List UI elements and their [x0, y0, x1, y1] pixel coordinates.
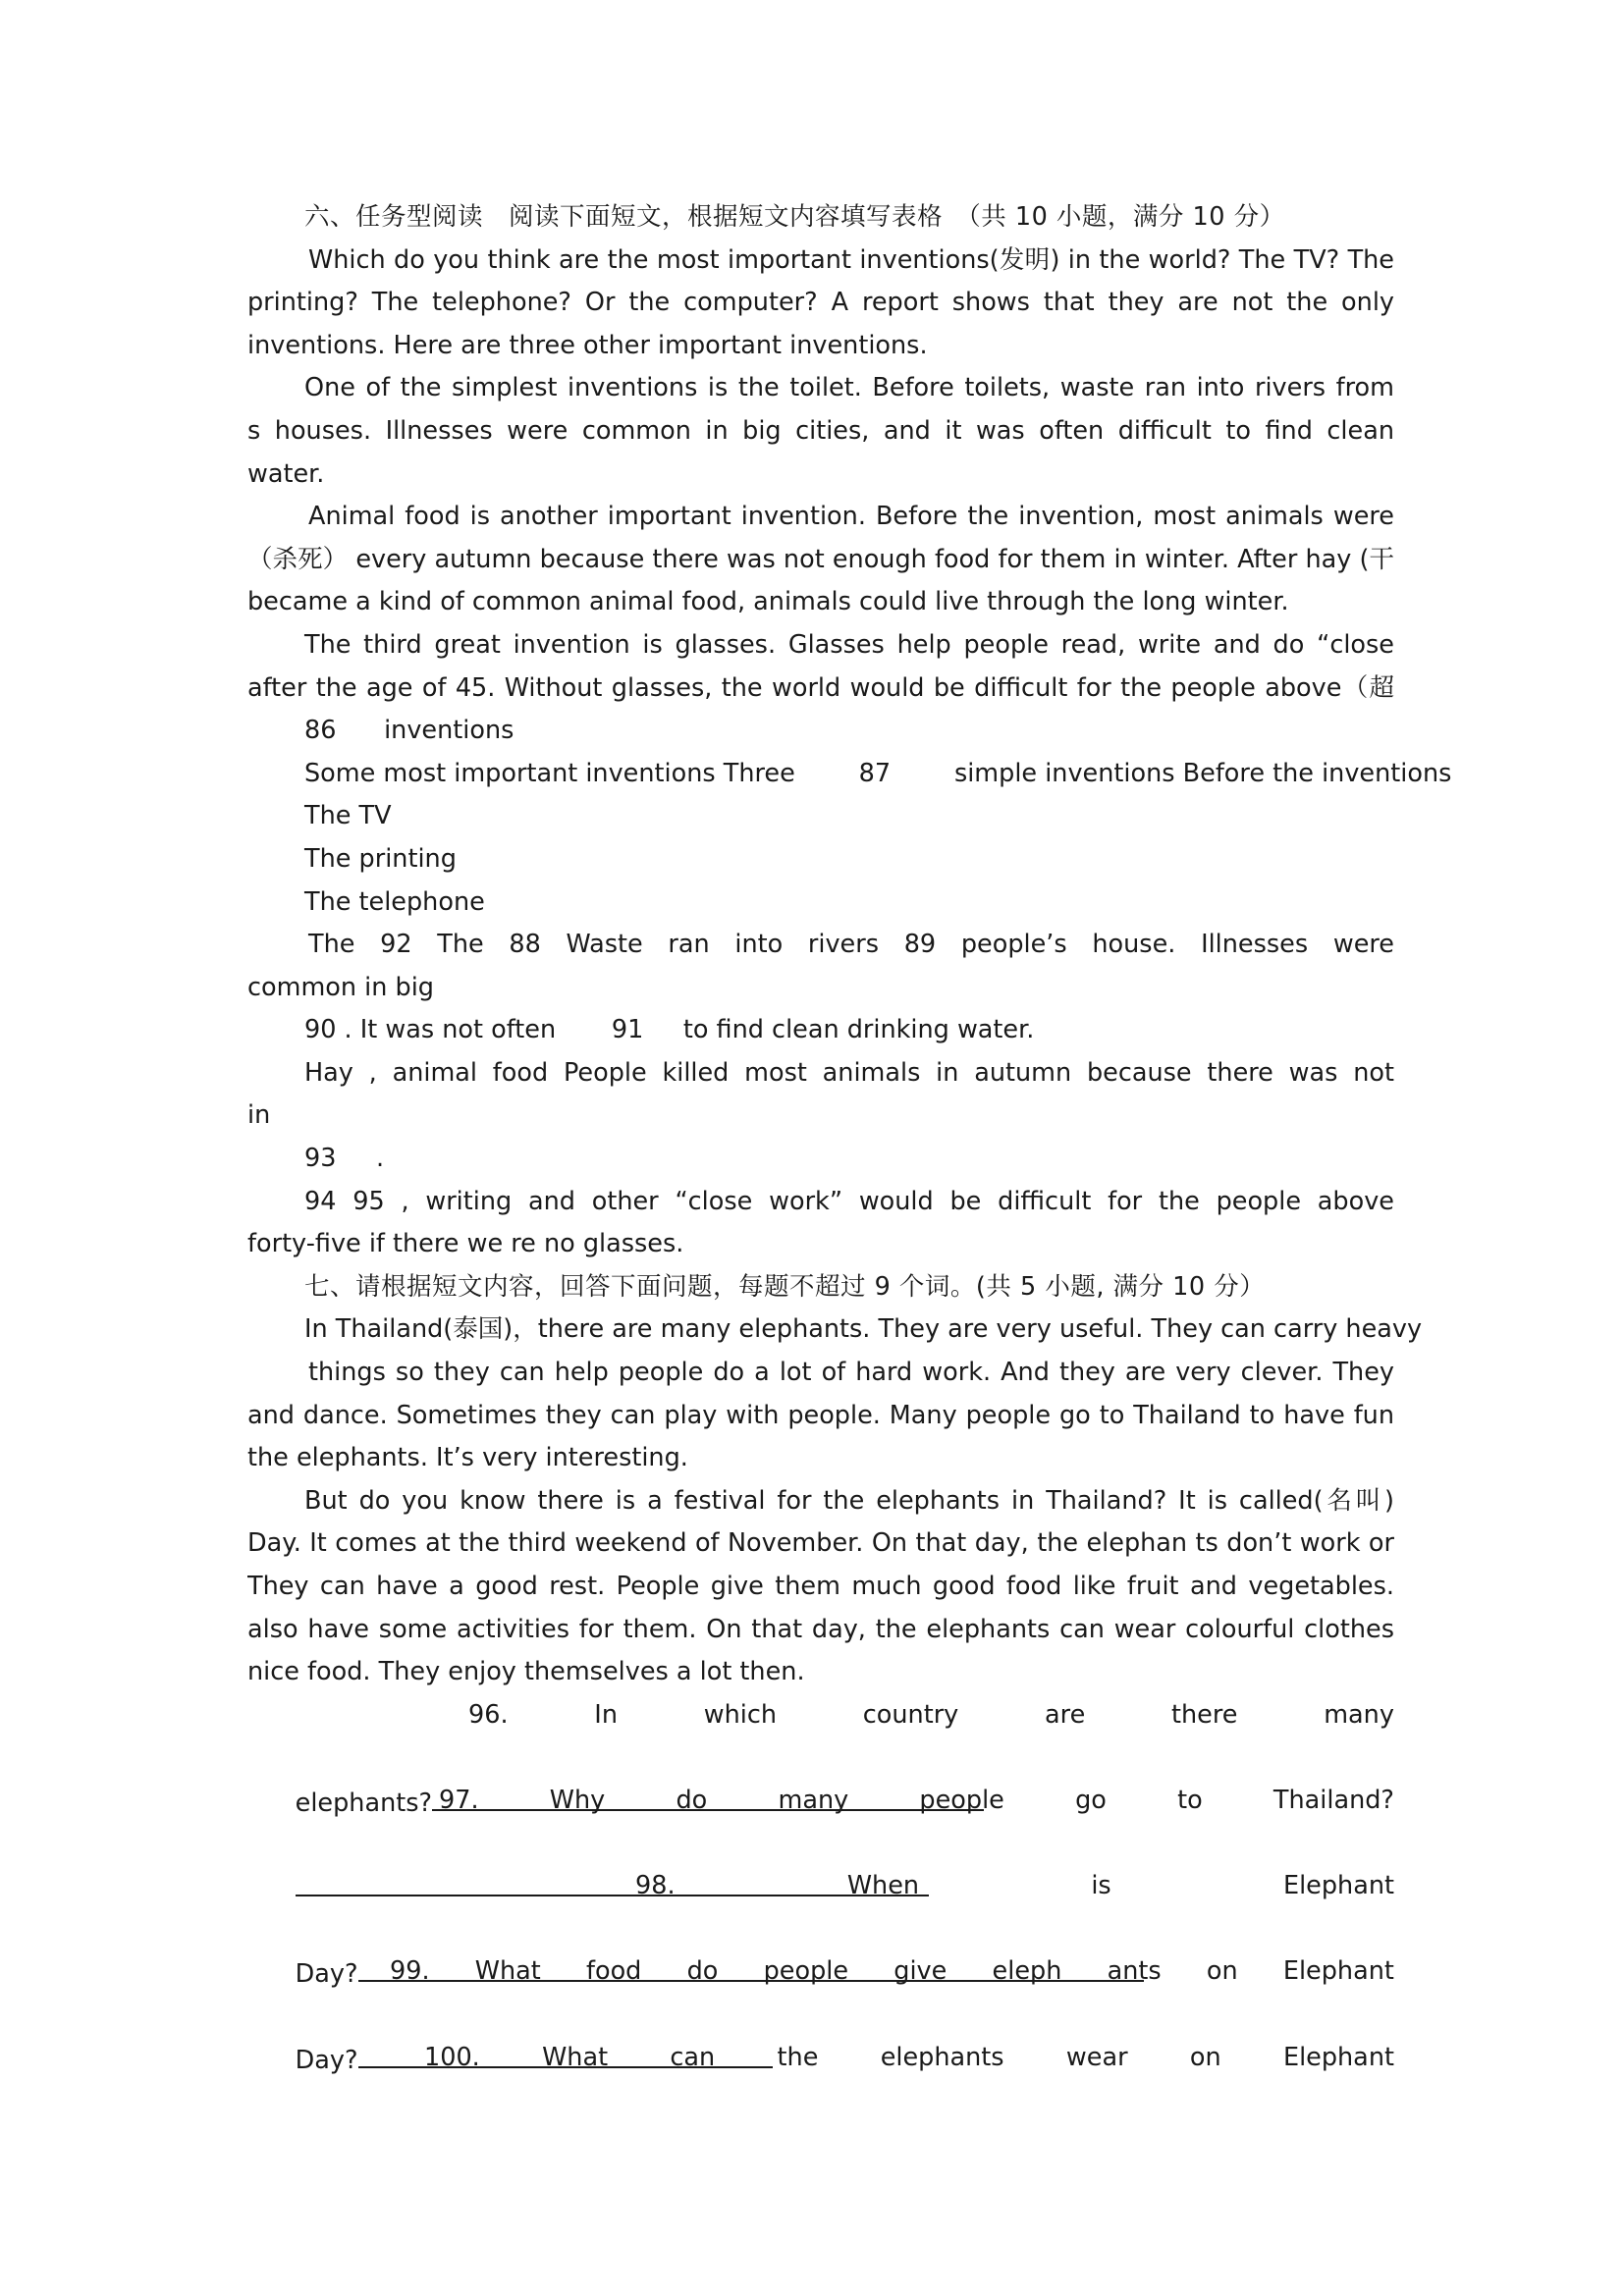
table-row-hay: Hay , animal food People killed most animals in autumn because there was not — [304, 1057, 1394, 1088]
table-row-90: 90 . It was not often 91 to find clean drinking water. — [304, 1015, 1035, 1045]
table-row-86: 86 inventions — [304, 716, 514, 746]
q98-word: is — [1091, 1871, 1111, 1901]
q96-tail: elephants? — [295, 1788, 433, 1818]
s6-para1-line1: Which do you think are the most important inventions(发明) in the world? The TV? The — [308, 244, 1394, 275]
question-99 — [247, 1950, 1394, 1994]
q96-word: there — [1171, 1699, 1238, 1730]
q100-word: the — [777, 2042, 819, 2072]
q97-answer-blank[interactable] — [296, 1865, 929, 1896]
q100-word: 100. — [424, 2042, 480, 2072]
s7-para2-line1: But do you know there is a festival for the elephants in Thailand? It is called(名叫) — [304, 1485, 1394, 1516]
q99-word: give — [893, 1956, 947, 1987]
q100-word: on — [1189, 2042, 1221, 2072]
q99-word: Elephant — [1282, 1956, 1394, 1987]
s6-para4-line1: The third great invention is glasses. Glasses help people read, write and do “close — [304, 629, 1394, 660]
q99-word: on — [1206, 1956, 1238, 1987]
q97-answer-line — [247, 1823, 1394, 1866]
s7-para1-line1: In Thailand(泰国)，there are many elephants. They are very useful. They can carry heavy — [304, 1314, 1423, 1345]
s7-para2-line4: also have some activities for them. On that day, the elephants can wear colourful clothes — [247, 1614, 1394, 1644]
q96-answer-blank[interactable] — [432, 1780, 984, 1811]
table-row-94: 94 95 , writing and other “close work” would be difficult for the people above — [304, 1186, 1394, 1216]
table-row-92-cont: common in big — [247, 972, 434, 1002]
s6-para1-line2: printing? The telephone? Or the computer? A report shows that they are not the only — [247, 288, 1394, 318]
s7-para1-line2: things so they can help people do a lot of hard work. And they are very clever. They — [308, 1358, 1394, 1388]
q96-word: In — [594, 1699, 618, 1730]
q97-word: many — [778, 1785, 849, 1815]
s6-para2-line2: s houses. Illnesses were common in big cities, and it was often difficult to find clean — [247, 415, 1394, 446]
q96-word: country — [862, 1699, 959, 1730]
s7-para2-line2: Day. It comes at the third weekend of November. On that day, the elephan ts don’t work or — [247, 1528, 1394, 1559]
table-row-94-cont: forty-five if there we re no glasses. — [247, 1229, 684, 1259]
q99-word: eleph — [992, 1956, 1062, 1987]
q99-word: ants — [1107, 1956, 1162, 1987]
q96-word: 96. — [468, 1699, 509, 1730]
table-row-hay-cont: in — [247, 1100, 271, 1131]
s6-para3-line2: （杀死） every autumn because there was not enough food for them in winter. After hay (干 — [247, 544, 1394, 574]
q96-word: are — [1045, 1699, 1086, 1730]
q98-word: 98. — [635, 1871, 676, 1901]
question-96 — [247, 1694, 1394, 1737]
q97-word: people — [919, 1785, 1004, 1815]
s6-para4-line2: after the age of 45. Without glasses, the world would be difficult for the people above（超 — [247, 672, 1394, 703]
table-row-telephone: The telephone — [304, 886, 485, 917]
q96-word: which — [703, 1699, 778, 1730]
table-row-tv: The TV — [304, 801, 392, 831]
s7-para2-line5: nice food. They enjoy themselves a lot then. — [247, 1657, 805, 1687]
q96-word: many — [1324, 1699, 1394, 1730]
s6-para2-line3: water. — [247, 458, 325, 489]
q97-word: Thailand? — [1272, 1785, 1394, 1815]
table-row-92: The 92 The 88 Waste ran into rivers 89 people’s house. Illnesses were — [308, 930, 1394, 960]
s6-para2-line1: One of the simplest inventions is the toilet. Before toilets, waste ran into rivers from — [304, 373, 1394, 403]
q100-word: wear — [1065, 2042, 1128, 2072]
q97-word: 97. — [439, 1785, 479, 1815]
q100-word: What — [542, 2042, 609, 2072]
q97-word: to — [1177, 1785, 1203, 1815]
s6-para3-line3: became a kind of common animal food, animals could live through the long winter. — [247, 587, 1289, 617]
q99-word: 99. — [390, 1956, 430, 1987]
q98-word: When — [846, 1871, 920, 1901]
exam-content — [247, 196, 1452, 2079]
s6-para3-line1: Animal food is another important invention. Before the invention, most animals were — [308, 502, 1394, 532]
s7-para1-line4: the elephants. It’s very interesting. — [247, 1443, 688, 1473]
section7-heading: 七、请根据短文内容，回答下面问题，每题不超过 9 个词。(共 5 小题, 满分 10 分） — [304, 1271, 1266, 1302]
table-row-93: 93 . — [304, 1144, 385, 1174]
q98-word: Elephant — [1282, 1871, 1394, 1901]
q99-word: people — [763, 1956, 849, 1987]
q97-word: go — [1075, 1785, 1107, 1815]
q97-word: Why — [549, 1785, 606, 1815]
q99-word: What — [474, 1956, 541, 1987]
s7-para2-line3: They can have a good rest. People give them much good food like fruit and vegetables. — [247, 1572, 1394, 1601]
q99-word: do — [686, 1956, 719, 1987]
q100-word: Elephant — [1282, 2042, 1394, 2072]
q98-tail: Day? — [295, 1959, 358, 1990]
table-row-printing: The printing — [304, 843, 457, 874]
s6-para1-line3: inventions. Here are three other important inventions. — [247, 330, 928, 360]
q99-word: food — [586, 1956, 642, 1987]
section6-heading: 六、任务型阅读 阅读下面短文，根据短文内容填写表格 （共 10 小题，满分 10 分） — [304, 202, 1285, 232]
table-row-87: Some most important inventions Three 87 simple inventions Before the inventions — [304, 758, 1452, 788]
s7-para1-line3: and dance. Sometimes they can play with people. Many people go to Thailand to have fun — [247, 1400, 1394, 1430]
q100-word: elephants — [880, 2042, 1004, 2072]
q99-tail: Day? — [295, 2045, 358, 2075]
q100-word: can — [670, 2042, 716, 2072]
q97-word: do — [676, 1785, 708, 1815]
